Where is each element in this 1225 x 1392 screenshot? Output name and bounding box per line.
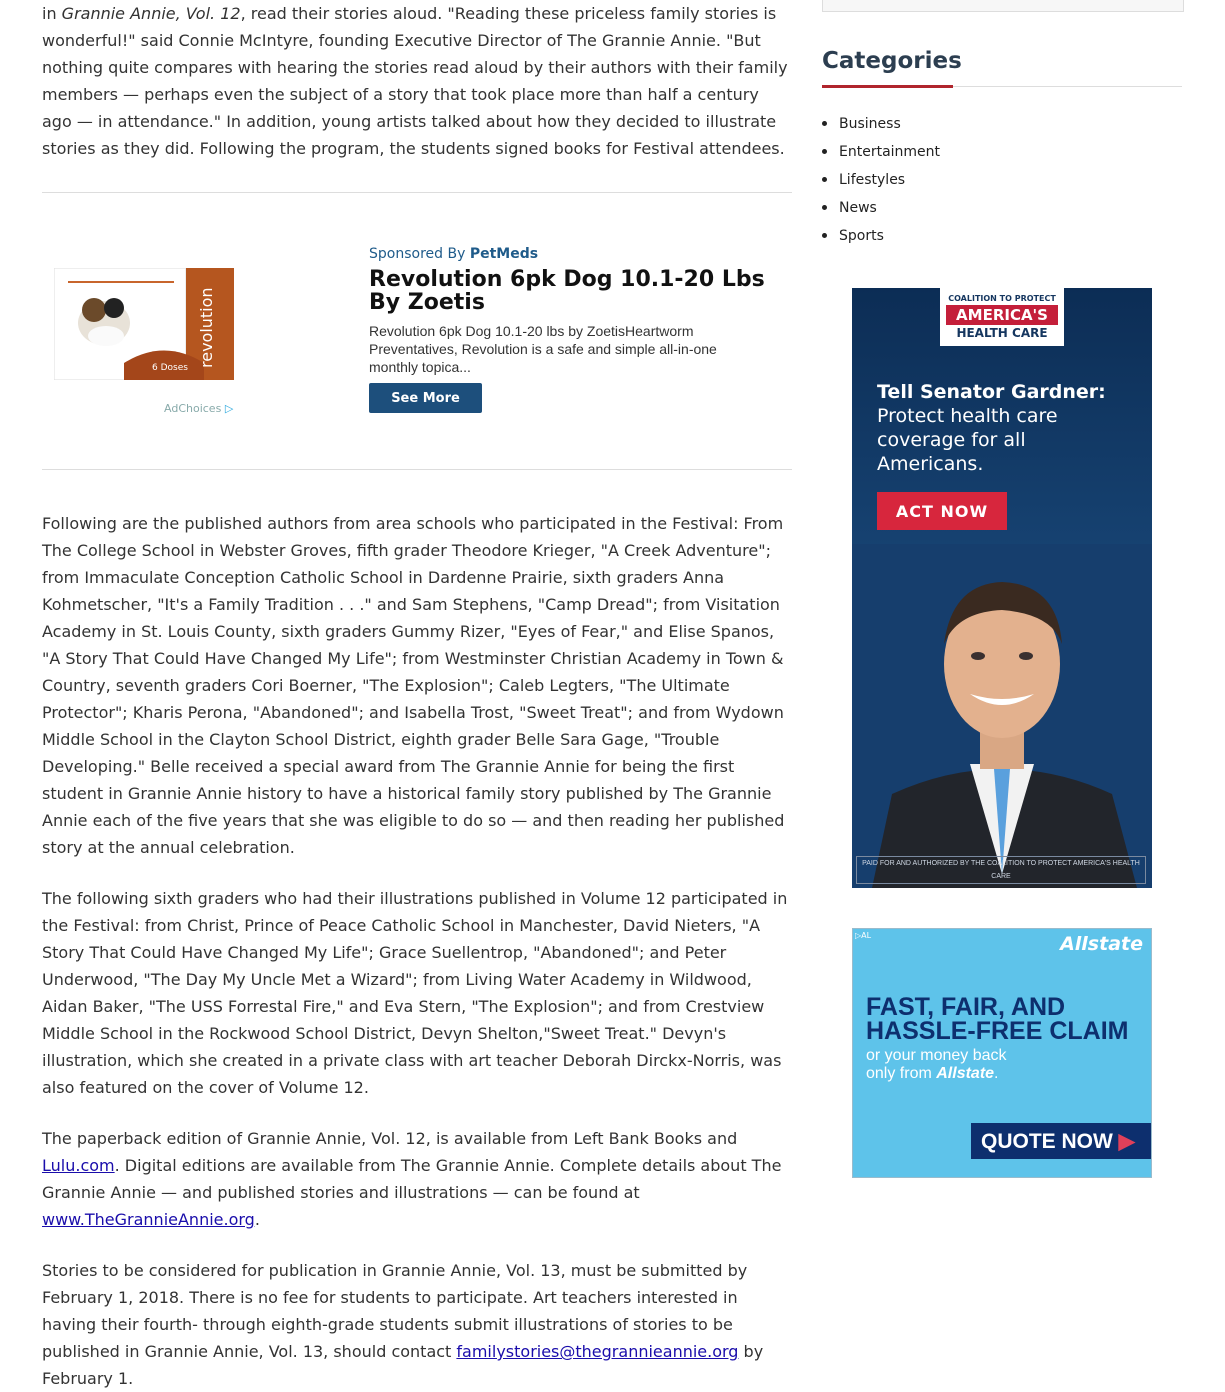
article-paragraph-5 bbox=[42, 1257, 792, 1392]
sponsor-name[interactable]: PetMeds bbox=[469, 246, 539, 262]
divider bbox=[42, 469, 792, 470]
sidebar-widget-bottom bbox=[822, 0, 1184, 12]
logo-line: HEALTH CARE bbox=[956, 326, 1048, 340]
svg-text:revolution: revolution bbox=[197, 287, 216, 368]
category-lifestyles[interactable]: Lifestyles bbox=[822, 166, 940, 194]
text: . bbox=[994, 1065, 999, 1082]
ad-subline bbox=[866, 1047, 1007, 1083]
divider bbox=[42, 192, 792, 193]
grannie-annie-site-link[interactable]: www.TheGrannieAnnie.org bbox=[42, 1210, 255, 1229]
categories-accent-rule bbox=[822, 85, 953, 88]
sponsored-by bbox=[369, 246, 538, 262]
category-news[interactable]: News bbox=[822, 194, 940, 222]
brand-text: Allstate bbox=[936, 1065, 995, 1082]
category-entertainment[interactable]: Entertainment bbox=[822, 138, 940, 166]
article-paragraph-2: Following are the published authors from area schools who participated in the Festival: From The College School in Webster Groves, fifth grader Theodore Krieger, "A Creek Adventure"; from Immaculate Conception Catholic School in Dardenne Prairie, sixth graders Anna Kohmetscher, "It's a Family Tradition . . ." and Sam Stephens, "Camp Dread"; from Visitation Academy in St. Louis County, sixth graders Gummy Rizer, "Eyes of Fear," and Elise Spanos, "A Story That Could Have Changed My Life"; from Westminster Christian Academy in Town & Country, seventh graders Cori Boerner, "The Explosion"; Caleb Legters, "The Ultimate Protector"; Kharis Perona, "Abandoned"; and Isabella Trost, "Sweet Treat"; and from Wydown Middle School in the Clayton School District, eighth grader Belle Sara Gage, "Trouble Developing." Belle received a special award from The Grannie Annie for being the first student in Grannie Annie history to have a historical family story published by The Grannie Annie each of the five years that she was eligible to do so — and then reading her published story at the annual celebration. bbox=[42, 514, 785, 857]
ad-headline-text: Protect health care coverage for all Americans. bbox=[877, 405, 1058, 475]
logo-line: AMERICA'S bbox=[946, 305, 1058, 325]
ad-title[interactable]: Revolution 6pk Dog 10.1-20 Lbs By Zoetis bbox=[369, 267, 765, 315]
ad-description: Revolution 6pk Dog 10.1-20 lbs by ZoetisHeartworm Preventatives, Revolution is a safe and simple all-in-one monthly topica... bbox=[369, 323, 717, 375]
paid-for-disclaimer: PAID FOR AND AUTHORIZED BY THE COALITION TO PROTECT AMERICA'S HEALTH CARE bbox=[856, 856, 1146, 884]
article-paragraph-3: The following sixth graders who had their illustrations published in Volume 12 participated in the Festival: from Christ, Prince of Peace Catholic School in Manchester, David Nieters, "A Story That Could Have Changed My Life"; Grace Suellentrop, "Abandoned"; and Peter Underwood, "The Day My Uncle Met a Wizard"; from Living Water Academy in Wildwood, Aidan Baker, "The USS Forrestal Fire," and Eva Stern, "The Explosion"; and from Crestview Middle School in the Rockwood School District, Devyn Shelton,"Sweet Treat." Devyn's illustration, which she created in a private class with art teacher Deborah Dirckx-Norris, was also featured on the cover of Volume 12. bbox=[42, 889, 788, 1097]
article-paragraph-4 bbox=[42, 1125, 792, 1233]
ad-headline bbox=[866, 995, 1129, 1043]
subline-line bbox=[866, 1065, 1007, 1083]
headline-line: FAST, FAIR, AND bbox=[866, 993, 1066, 1021]
email-link[interactable]: familystories@thegrannieannie.org bbox=[456, 1342, 739, 1361]
sponsored-ad[interactable] bbox=[42, 240, 792, 440]
quote-now-button[interactable] bbox=[971, 1123, 1151, 1159]
senator-portrait bbox=[852, 544, 1152, 888]
subline-line: or your money back bbox=[866, 1047, 1007, 1064]
text: . Digital editions are available from The Grannie Annie. Complete details about The Grannie Annie — and published stories and illustrations — can be found at bbox=[42, 1156, 782, 1202]
act-now-button[interactable]: ACT NOW bbox=[877, 492, 1007, 530]
quote-label: QUOTE NOW bbox=[981, 1129, 1113, 1153]
article-body-continued bbox=[42, 510, 792, 1392]
article-paragraph-1 bbox=[42, 0, 792, 162]
adchoices-label: AdChoices bbox=[164, 402, 222, 415]
logo-line: COALITION TO PROTECT bbox=[948, 294, 1056, 303]
ad-headline-bold: Tell Senator Gardner: bbox=[877, 381, 1106, 403]
lulu-link[interactable]: Lulu.com bbox=[42, 1156, 115, 1175]
text: Stories to be considered for publication in Grannie Annie, Vol. 13, must be submitted by February 1, 2018. There is no fee for students to participate. Art teachers interested in having their fourth- through eighth-grade students submit illustrations of stories to be published in Grannie Annie, Vol. 13, should contact bbox=[42, 1261, 748, 1361]
allstate-ad[interactable] bbox=[852, 928, 1152, 1178]
book-title: Grannie Annie, Vol. 12 bbox=[61, 4, 241, 23]
sponsored-label: Sponsored By bbox=[369, 246, 466, 262]
text: by February 1. bbox=[42, 1342, 764, 1388]
categories-list bbox=[822, 110, 940, 250]
text: only from bbox=[866, 1065, 937, 1082]
ad-icon-label: AL bbox=[861, 931, 872, 940]
arrow-right-icon: ▶ bbox=[1118, 1129, 1135, 1153]
text: The paperback edition of Grannie Annie, Vol. 12, is available from Left Bank Books and bbox=[42, 1129, 738, 1148]
product-image[interactable] bbox=[54, 268, 234, 380]
categories-title: Categories bbox=[822, 48, 962, 74]
text: in bbox=[42, 4, 62, 23]
svg-text:6 Doses: 6 Doses bbox=[152, 363, 188, 373]
ad-info-icon[interactable]: ▷AL bbox=[855, 931, 872, 940]
health-care-ad[interactable] bbox=[852, 288, 1152, 888]
category-sports[interactable]: Sports bbox=[822, 222, 940, 250]
adchoices-link[interactable] bbox=[164, 402, 233, 415]
text: , read their stories aloud. "Reading these priceless family stories is wonderful!" said Connie McIntyre, founding Executive Director of The Grannie Annie. "But nothing quite compares with hearing the stories read aloud by their authors with their family members — perhaps even the subject of a story that took place more than half a century ago — in attendance." In addition, young artists talked about how they decided to illustrate stories as they did. Following the program, the students signed books for Festival attendees. bbox=[42, 4, 788, 158]
headline-line: HASSLE-FREE CLAIM bbox=[866, 1017, 1129, 1045]
coalition-logo bbox=[940, 288, 1064, 346]
category-business[interactable]: Business bbox=[822, 110, 940, 138]
see-more-button[interactable]: See More bbox=[369, 383, 482, 413]
adchoices-icon: ▷ bbox=[224, 402, 234, 415]
text: . bbox=[254, 1210, 260, 1229]
allstate-logo: Allstate bbox=[1060, 933, 1143, 955]
ad-headline bbox=[877, 380, 1137, 476]
